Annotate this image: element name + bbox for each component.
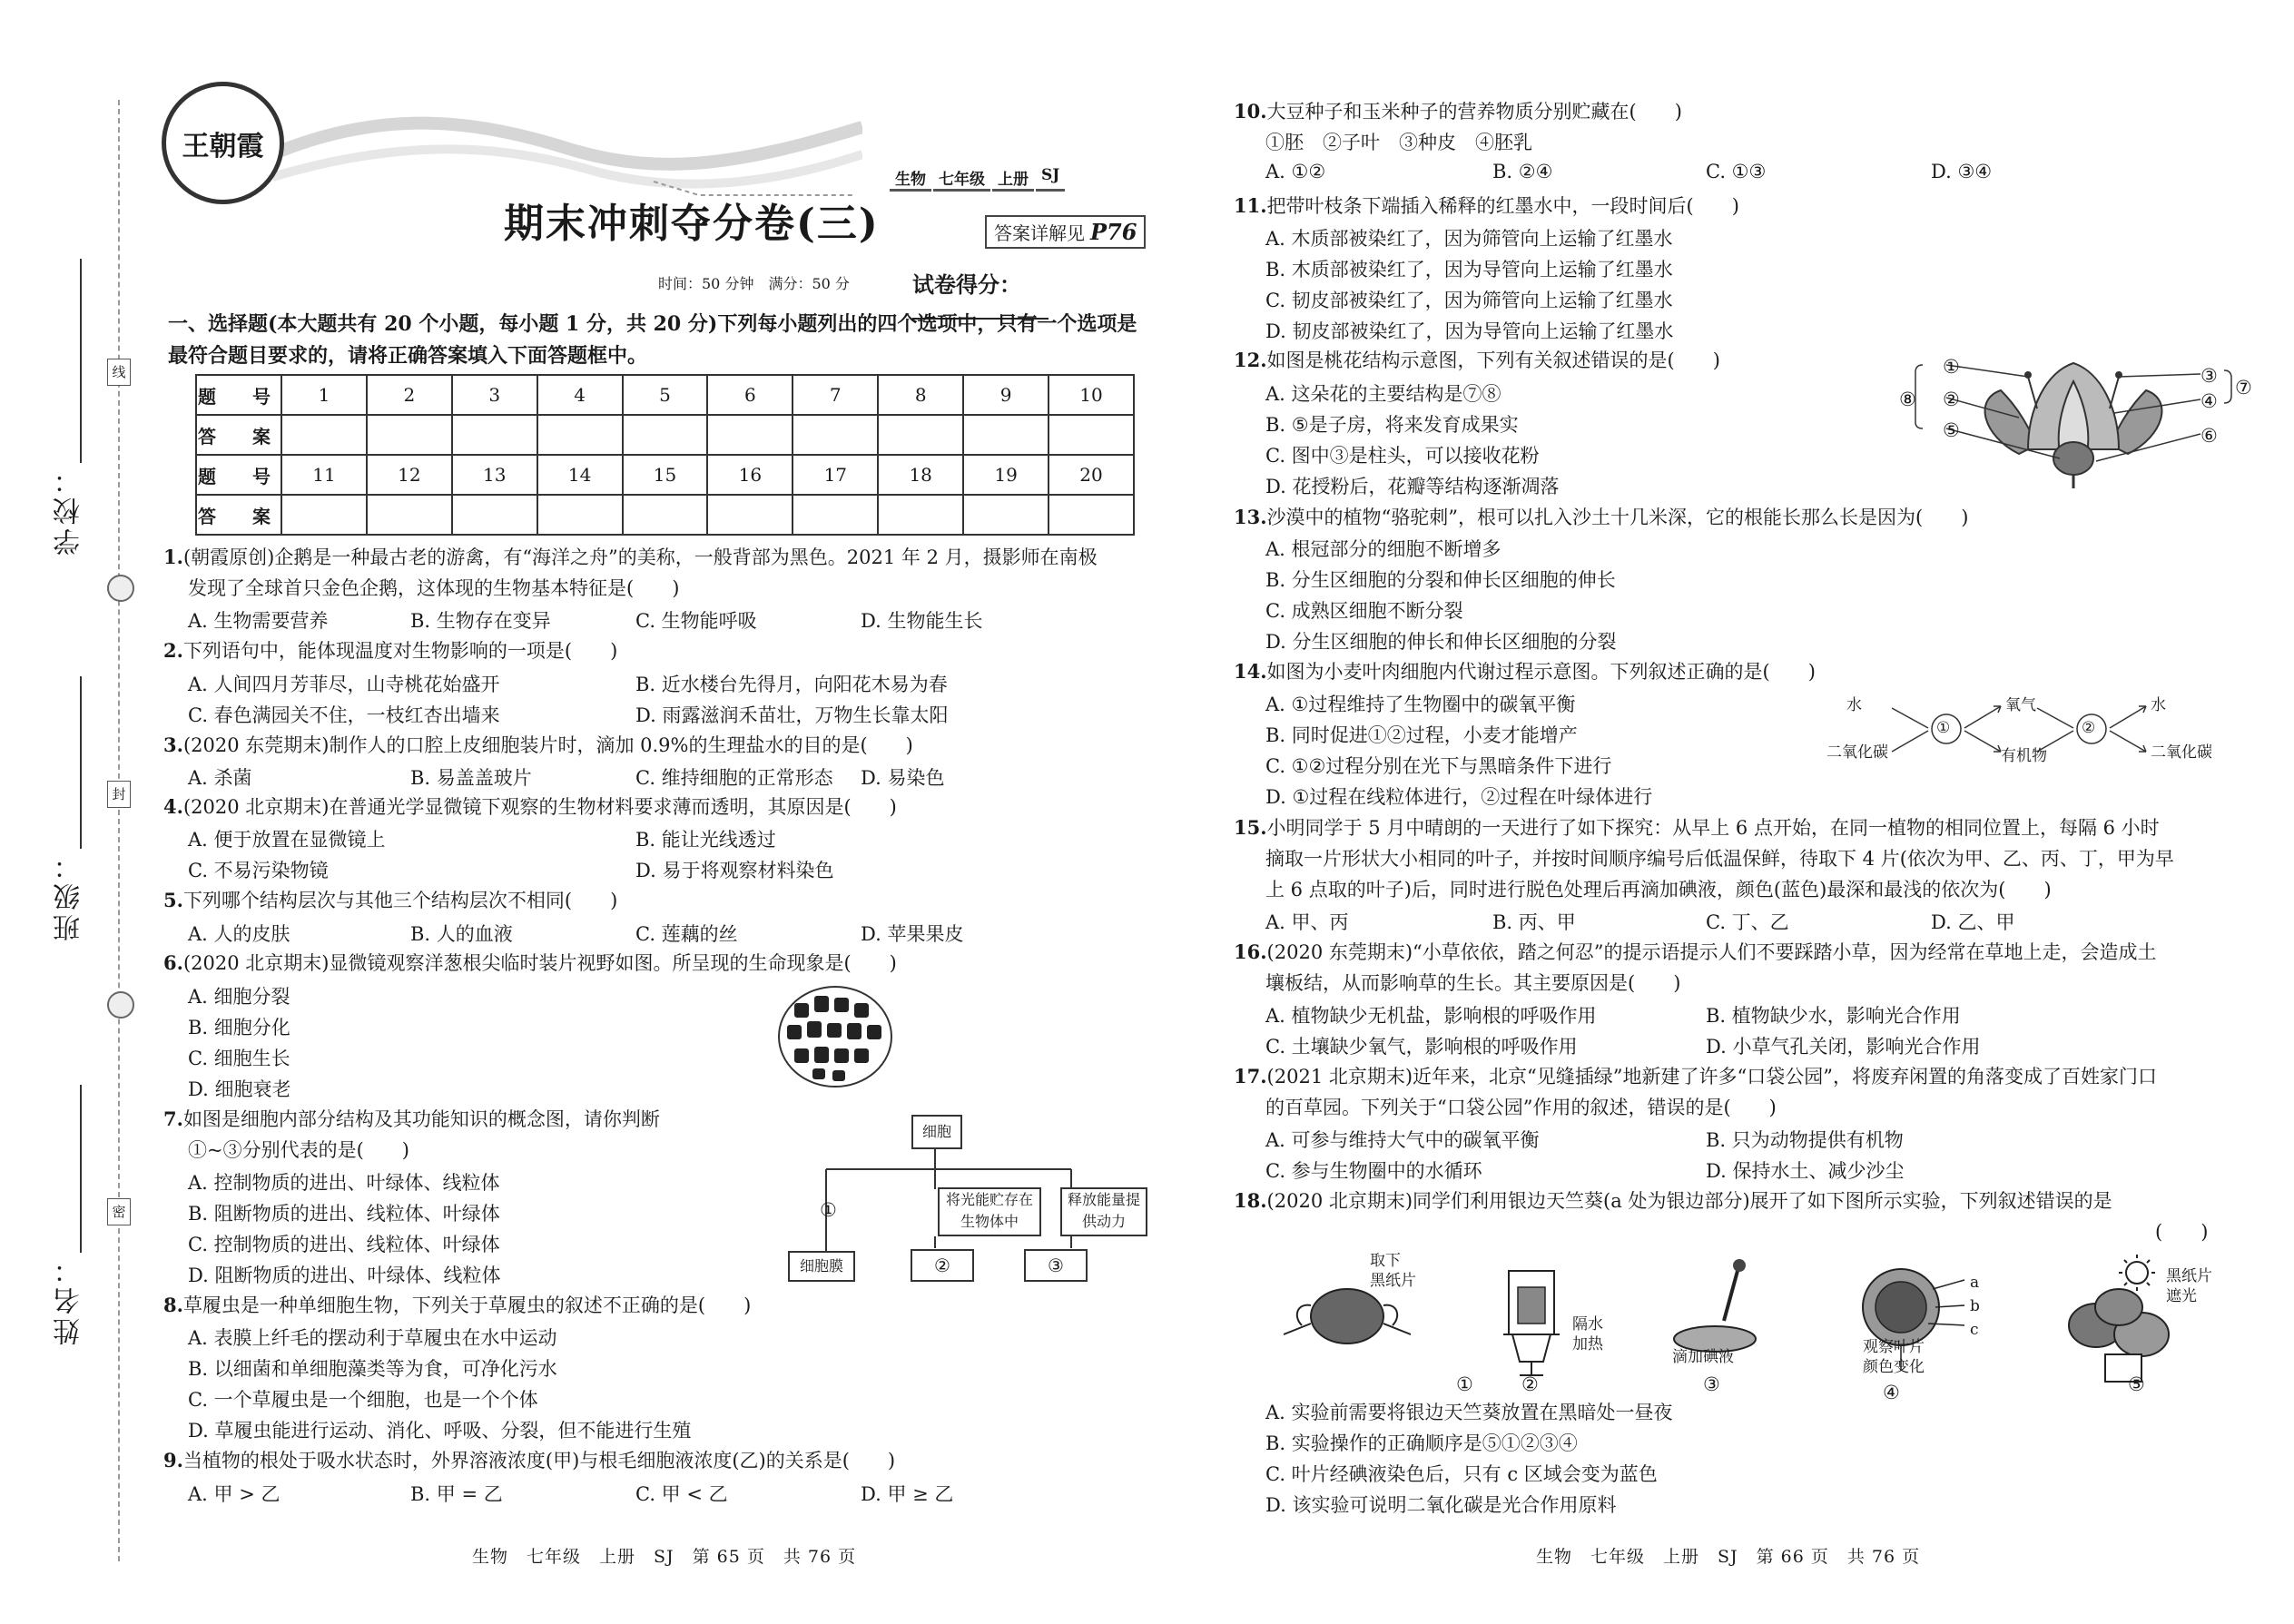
answer-cell[interactable]: [1049, 415, 1134, 455]
table-row: [196, 455, 1134, 495]
subject-tag: 上册: [992, 166, 1034, 192]
option-a[interactable]: A. 人间四月芳菲尽，山寺桃花始盛开: [188, 674, 500, 695]
option-a[interactable]: A. 杀菌: [188, 767, 252, 789]
flower-label-2: ②: [1943, 389, 1960, 410]
section-1-instructions: 一、选择题(本大题共有 20 个小题，每小题 1 分，共 20 分)下列每小题列出的四个选项中，只有一个选项是最符合题目要求的，请将正确答案填入下面答题框中。: [168, 312, 1137, 368]
brand-logo-text: 王朝霞: [182, 130, 264, 162]
option-b[interactable]: B. 以细菌和单细胞藻类等为食，可净化污水: [188, 1358, 557, 1380]
seal-mark-secret: 密: [107, 1198, 131, 1225]
concept-node-cell-membrane: 细胞膜: [788, 1251, 855, 1282]
concept-node-mitochondria-function: 释放能量提供动力: [1060, 1187, 1147, 1236]
option-c[interactable]: C. 丁、乙: [1706, 911, 1789, 933]
answer-cell[interactable]: [367, 415, 452, 455]
question-text: 摘取一片形状大小相同的叶子，并按时间顺序编号后低温保鲜，待取下 4 片(依次为甲、乙、丙、丁，甲为早: [1265, 848, 2174, 870]
answer-cell[interactable]: [707, 415, 793, 455]
question-17: [1234, 1061, 2157, 1092]
question-number-cell: 3: [452, 375, 537, 415]
answer-cell[interactable]: [963, 495, 1049, 535]
option-c[interactable]: C. 莲藕的丝: [635, 923, 738, 945]
step2-note-line1: 隔水: [1572, 1315, 1603, 1334]
question-13: [1234, 502, 1968, 533]
question-number: 8.: [163, 1294, 183, 1316]
class-input-line[interactable]: [80, 676, 82, 849]
question-text: 下列哪个结构层次与其他三个结构层次不相同( ): [182, 890, 618, 911]
question-number: 13.: [1234, 506, 1267, 528]
concept-node-2: ②: [911, 1249, 974, 1282]
question-7: [163, 1104, 660, 1135]
answer-cell[interactable]: [623, 495, 708, 535]
question-9: [163, 1445, 895, 1476]
question-text: (2020 东莞期末)“小草依依，踏之何忍”的提示语提示人们不要踩踏小草，因为经常在草地上走，会造成土: [1266, 941, 2157, 963]
flower-label-8: ⑧: [1899, 389, 1916, 410]
question-number-cell: 17: [793, 455, 878, 495]
question-10: [1234, 96, 1682, 127]
option-d[interactable]: D. 保持水土、减少沙尘: [1706, 1160, 1905, 1182]
question-number-cell: 2: [367, 375, 452, 415]
question-text: (2020 北京期末)在普通光学显微镜下观察的生物材料要求薄而透明，其原因是( ): [182, 796, 897, 818]
question-number-cell: 11: [281, 455, 367, 495]
option-c[interactable]: C. 生物能呼吸: [635, 610, 757, 632]
option-d[interactable]: D. 易染色: [861, 767, 945, 789]
option-d[interactable]: D. 乙、甲: [1931, 911, 2015, 933]
flower-label-5: ⑤: [1943, 419, 1960, 441]
brand-logo: [162, 82, 284, 204]
question-number: 14.: [1234, 660, 1267, 683]
option-b[interactable]: B. 细胞分化: [188, 1017, 290, 1038]
class-label: 班级：: [54, 849, 85, 941]
metabolism-co2-out: 二氧化碳: [2151, 743, 2212, 762]
question-16: [1234, 937, 2157, 968]
table-row: [196, 495, 1134, 535]
option-d[interactable]: D. 花授粉后，花瓣等结构逐渐凋落: [1265, 476, 1560, 497]
question-number-cell: 14: [537, 455, 623, 495]
question-15: [1234, 812, 2160, 843]
question-text: (2020 北京期末)显微镜观察洋葱根尖临时装片视野如图。所呈现的生命现象是( ): [182, 952, 897, 974]
question-6: [163, 948, 897, 979]
subject-tag: 生物: [890, 166, 931, 192]
question-number: 7.: [163, 1107, 183, 1130]
option-c[interactable]: C. 甲 < 乙: [635, 1483, 728, 1505]
leaf-region-c: c: [1970, 1321, 1979, 1339]
question-text: 如图为小麦叶肉细胞内代谢过程示意图。下列叙述正确的是( ): [1266, 661, 1816, 683]
question-text: (朝霞原创)企鹅是一种最古老的游禽，有“海洋之舟”的美称，一般背部为黑色。2021 年 2 月，摄影师在南极: [182, 546, 1098, 568]
option-d[interactable]: D. 细胞衰老: [188, 1078, 291, 1100]
option-b[interactable]: B. 近水楼台先得月，向阳花木易为春: [635, 674, 948, 695]
step2-note-line2: 加热: [1572, 1335, 1603, 1353]
step4-note: [1863, 1337, 1925, 1377]
metabolism-oxygen: 氧气: [2005, 696, 2036, 714]
question-number-cell: 8: [878, 375, 963, 415]
option-d[interactable]: D. 易于将观察材料染色: [635, 860, 834, 881]
option-b[interactable]: B. 植物缺少水，影响光合作用: [1706, 1005, 1961, 1027]
question-text: 小明同学于 5 月中晴朗的一天进行了如下探究：从早上 6 点开始，在同一植物的相同位置上，每隔 6 小时: [1266, 817, 2160, 839]
option-b[interactable]: B. 甲 = 乙: [410, 1483, 503, 1505]
question-text: 壤板结，从而影响草的生长。其主要原因是( ): [1265, 972, 1681, 994]
option-d[interactable]: D. ③④: [1931, 161, 1993, 182]
option-b[interactable]: B. 能让光线透过: [635, 829, 776, 851]
question-number-cell: 6: [707, 375, 793, 415]
option-c[interactable]: C. 维持细胞的正常形态: [635, 767, 833, 789]
option-a[interactable]: A. 甲 > 乙: [188, 1483, 281, 1505]
question-number: 1.: [163, 546, 183, 568]
page-footer: 生物 七年级 上册 SJ 第 66 页 共 76 页: [1536, 1547, 1921, 1567]
question-number: 10.: [1234, 100, 1267, 123]
subject-tag: SJ: [1036, 166, 1065, 192]
metabolism-water-out: 水: [2151, 696, 2166, 714]
option-c[interactable]: C. 不易污染物镜: [188, 860, 329, 881]
binding-strip: [0, 0, 136, 1624]
question-2: [163, 635, 617, 666]
question-text: 发现了全球首只金色企鹅，这体现的生物基本特征是( ): [188, 577, 680, 599]
question-number: 9.: [163, 1449, 183, 1471]
answer-cell[interactable]: [963, 415, 1049, 455]
step3-note: 滴加碘液: [1672, 1348, 1734, 1366]
option-b[interactable]: B. 易盖盖玻片: [410, 767, 532, 789]
answer-reference-label: 答案详解见: [994, 222, 1085, 244]
answer-reference: [985, 215, 1146, 249]
option-b[interactable]: B. 分生区细胞的分裂和伸长区细胞的伸长: [1265, 569, 1616, 591]
option-a[interactable]: A. ①②: [1265, 161, 1326, 182]
option-a[interactable]: A. 便于放置在显微镜上: [188, 829, 386, 851]
question-number: 2.: [163, 639, 183, 662]
option-a[interactable]: A. 这朵花的主要结构是⑦⑧: [1265, 383, 1501, 405]
step5-note-line2: 遮光: [2166, 1287, 2197, 1305]
step1-note-line2: 黑纸片: [1370, 1272, 1416, 1290]
option-b[interactable]: B. 木质部被染红了，因为导管向上运输了红墨水: [1265, 259, 1673, 281]
answer-table: [195, 374, 1135, 536]
concept-node-3: ③: [1024, 1249, 1088, 1282]
option-c[interactable]: C. 控制物质的进出、线粒体、叶绿体: [188, 1234, 500, 1255]
flower-label-4: ④: [2200, 390, 2218, 412]
metabolism-process-1: ①: [1936, 719, 1951, 737]
binding-dashed-line: [118, 100, 120, 1561]
answer-paren: ( ): [2155, 1221, 2209, 1243]
metabolism-co2-in: 二氧化碳: [1826, 743, 1888, 762]
page-title: 期末冲刺夺分卷(三): [504, 201, 880, 247]
step1-note-line1: 取下: [1370, 1252, 1401, 1270]
question-number: 5.: [163, 889, 183, 911]
step5-note: [2166, 1266, 2212, 1306]
option-a[interactable]: A. 木质部被染红了，因为筛管向上运输了红墨水: [1265, 228, 1673, 250]
subject-tags: [890, 166, 1065, 192]
question-text: 沙漠中的植物“骆驼刺”，根可以扎入沙土十几米深，它的根能长那么长是因为( ): [1266, 507, 1969, 528]
metabolism-process-2: ②: [2082, 719, 2096, 737]
option-d[interactable]: D. 该实验可说明二氧化碳是光合作用原料: [1265, 1494, 1617, 1516]
question-number-cell: 7: [793, 375, 878, 415]
question-text: 下列语句中，能体现温度对生物影响的一项是( ): [182, 640, 618, 662]
flower-label-3: ③: [2200, 365, 2218, 387]
flower-label-1: ①: [1943, 356, 1960, 378]
answer-cell[interactable]: [878, 495, 963, 535]
metabolism-water-in: 水: [1846, 696, 1862, 714]
answer-cell[interactable]: [367, 495, 452, 535]
question-text: 如图是桃花结构示意图，下列有关叙述错误的是( ): [1266, 349, 1720, 371]
option-d[interactable]: D. 韧皮部被染红了，因为导管向上运输了红墨水: [1265, 320, 1674, 342]
question-number: 15.: [1234, 816, 1267, 839]
question-text: 大豆种子和玉米种子的营养物质分别贮藏在( ): [1266, 101, 1682, 123]
option-b[interactable]: B. 只为动物提供有机物: [1706, 1129, 1904, 1151]
step-number-1: ①: [1456, 1373, 1473, 1395]
answer-cell[interactable]: [281, 495, 367, 535]
name-input-line[interactable]: [80, 1085, 82, 1253]
option-d[interactable]: D. 生物能生长: [861, 610, 983, 632]
question-number: 11.: [1234, 194, 1267, 217]
question-text: 的百草园。下列关于“口袋公园”作用的叙述，错误的是( ): [1265, 1097, 1777, 1118]
step5-note-line1: 黑纸片: [2166, 1267, 2212, 1285]
answer-cell[interactable]: [878, 415, 963, 455]
option-c[interactable]: C. 一个草履虫是一个细胞，也是一个个体: [188, 1389, 538, 1411]
question-number: 3.: [163, 733, 183, 756]
option-c[interactable]: C. 参与生物圈中的水循环: [1265, 1160, 1482, 1182]
option-b[interactable]: B. 实验操作的正确顺序是⑤①②③④: [1265, 1432, 1578, 1454]
option-a[interactable]: A. ①过程维持了生物圈中的碳氧平衡: [1265, 694, 1576, 715]
question-11: [1234, 191, 1739, 221]
question-number-cell: 1: [281, 375, 367, 415]
question-number-cell: 15: [623, 455, 708, 495]
answer-cell[interactable]: [452, 415, 537, 455]
metabolism-organic: 有机物: [2001, 747, 2047, 765]
seal-mark-line: 线: [107, 359, 131, 386]
option-d[interactable]: D. 分生区细胞的伸长和伸长区细胞的分裂: [1265, 631, 1617, 653]
option-a[interactable]: A. 甲、丙: [1265, 911, 1349, 933]
table-row-label: 题 号: [196, 455, 281, 495]
option-b[interactable]: B. 丙、甲: [1492, 911, 1576, 933]
step-number-3: ③: [1703, 1373, 1720, 1395]
table-row-label: 答 案: [196, 495, 281, 535]
option-c[interactable]: C. 叶片经碘液染色后，只有 c 区域会变为蓝色: [1265, 1463, 1658, 1485]
answer-cell[interactable]: [281, 415, 367, 455]
page-footer: 生物 七年级 上册 SJ 第 65 页 共 76 页: [472, 1547, 857, 1567]
concept-label-1: ①: [820, 1199, 837, 1221]
onion-root-cells-figure: [776, 985, 894, 1089]
option-d[interactable]: D. 甲 ≥ 乙: [861, 1483, 954, 1505]
option-d[interactable]: D. 阻断物质的进出、叶绿体、线粒体: [188, 1265, 501, 1286]
answer-cell[interactable]: [452, 495, 537, 535]
answer-cell[interactable]: [623, 415, 708, 455]
time-info: 时间：50 分钟 满分：50 分: [658, 275, 850, 292]
answer-cell[interactable]: [793, 415, 878, 455]
option-b[interactable]: B. 阻断物质的进出、线粒体、叶绿体: [188, 1203, 500, 1225]
table-row: [196, 375, 1134, 415]
score-label: 试卷得分：: [912, 271, 1021, 298]
question-14: [1234, 656, 1816, 687]
subject-tag: 七年级: [933, 166, 990, 192]
question-text: (2020 北京期末)同学们利用银边天竺葵(a 处为银边部分)展开了如下图所示实验，下列叙述错误的是: [1266, 1190, 2112, 1212]
question-text: 如图是细胞内部分结构及其功能知识的概念图，请你判断: [182, 1108, 660, 1130]
option-a[interactable]: A. 控制物质的进出、叶绿体、线粒体: [188, 1172, 500, 1194]
question-number: 12.: [1234, 349, 1267, 371]
option-a[interactable]: A. 植物缺少无机盐，影响根的呼吸作用: [1265, 1005, 1597, 1027]
concept-node-chloroplast-function: 将光能贮存在生物体中: [938, 1187, 1041, 1236]
step4-note-line2: 颜色变化: [1863, 1358, 1925, 1376]
binding-hole-icon: [107, 575, 134, 602]
answer-cell[interactable]: [537, 495, 623, 535]
option-b[interactable]: B. ②④: [1492, 161, 1553, 182]
option-a[interactable]: A. 根冠部分的细胞不断增多: [1265, 538, 1501, 560]
question-number: 18.: [1234, 1189, 1267, 1212]
school-input-line[interactable]: [80, 259, 82, 463]
step4-note-line1: 观察叶片: [1863, 1338, 1925, 1356]
concept-node-cell: 细胞: [911, 1115, 962, 1149]
question-number-cell: 16: [707, 455, 793, 495]
option-d[interactable]: D. 雨露滋润禾苗壮，万物生长靠太阳: [635, 704, 949, 726]
question-4: [163, 792, 897, 822]
option-d[interactable]: D. 草履虫能进行运动、消化、呼吸、分裂，但不能进行生殖: [188, 1420, 692, 1442]
answer-cell[interactable]: [1049, 495, 1134, 535]
option-d[interactable]: D. 苹果果皮: [861, 923, 964, 945]
question-number-cell: 20: [1049, 455, 1134, 495]
flower-label-7: ⑦: [2235, 377, 2252, 399]
option-c[interactable]: C. ①②过程分别在光下与黑暗条件下进行: [1265, 755, 1612, 777]
step-number-5: ⑤: [2128, 1373, 2145, 1395]
table-row-label: 答 案: [196, 415, 281, 455]
answer-cell[interactable]: [793, 495, 878, 535]
question-number-cell: 12: [367, 455, 452, 495]
question-text: (2021 北京期末)近年来，北京“见缝插绿”地新建了许多“口袋公园”，将废弃闲置的角落变成了百姓家门口: [1266, 1066, 2157, 1088]
option-a[interactable]: A. 表膜上纤毛的摆动利于草履虫在水中运动: [188, 1327, 557, 1349]
question-12: [1234, 345, 1720, 376]
question-number: 4.: [163, 795, 183, 818]
question-number-cell: 10: [1049, 375, 1134, 415]
header-ribbon-decoration: [272, 100, 862, 200]
right-page: [1147, 0, 2294, 1624]
option-d[interactable]: D. 小草气孔关闭，影响光合作用: [1706, 1036, 1981, 1058]
question-text: 草履虫是一种单细胞生物，下列关于草履虫的叙述不正确的是( ): [182, 1294, 752, 1316]
option-b[interactable]: B. 生物存在变异: [410, 610, 551, 632]
question-text: (2020 东莞期末)制作人的口腔上皮细胞装片时，滴加 0.9%的生理盐水的目的是( ): [182, 734, 913, 756]
question-text: 当植物的根处于吸水状态时，外界溶液浓度(甲)与根毛细胞液浓度(乙)的关系是( ): [182, 1450, 896, 1471]
seal-mark-seal: 封: [107, 781, 131, 808]
table-row: [196, 415, 1134, 455]
question-number-cell: 13: [452, 455, 537, 495]
answer-cell[interactable]: [707, 495, 793, 535]
step-number-4: ④: [1883, 1382, 1900, 1403]
option-a[interactable]: A. 实验前需要将银边天竺葵放置在黑暗处一昼夜: [1265, 1402, 1673, 1423]
flower-label-6: ⑥: [2200, 425, 2218, 447]
option-d[interactable]: D. ①过程在线粒体进行，②过程在叶绿体进行: [1265, 786, 1653, 808]
option-c[interactable]: C. 细胞生长: [188, 1048, 290, 1069]
option-b[interactable]: B. 同时促进①②过程，小麦才能增产: [1265, 724, 1578, 746]
question-number-cell: 18: [878, 455, 963, 495]
option-c[interactable]: C. 成熟区细胞不断分裂: [1265, 600, 1463, 622]
question-number-cell: 9: [963, 375, 1049, 415]
question-number: 17.: [1234, 1065, 1267, 1088]
option-c[interactable]: C. ①③: [1706, 161, 1767, 182]
option-c[interactable]: C. 图中③是柱头，可以接收花粉: [1265, 445, 1540, 467]
question-18: [1234, 1186, 2112, 1216]
question-text: 上 6 点取的叶子)后，同时进行脱色处理后再滴加碘液，颜色(蓝色)最深和最浅的依次为( ): [1265, 879, 2052, 901]
question-text: ①胚 ②子叶 ③种皮 ④胚乳: [1265, 132, 1532, 153]
leaf-region-a: a: [1970, 1274, 1980, 1292]
question-3: [163, 730, 913, 761]
question-number-cell: 4: [537, 375, 623, 415]
question-number: 16.: [1234, 940, 1267, 963]
leaf-region-b: b: [1970, 1297, 1980, 1315]
question-1: [163, 542, 1098, 573]
option-b[interactable]: B. ⑤是子房，将来发育成果实: [1265, 414, 1519, 436]
step2-note: [1572, 1314, 1603, 1354]
step-number-2: ②: [1521, 1373, 1539, 1395]
question-number-cell: 19: [963, 455, 1049, 495]
option-c[interactable]: C. 韧皮部被染红了，因为筛管向上运输了红墨水: [1265, 290, 1673, 311]
option-a[interactable]: A. 细胞分裂: [188, 986, 290, 1008]
option-a[interactable]: A. 人的皮肤: [188, 923, 290, 945]
option-a[interactable]: A. 可参与维持大气中的碳氧平衡: [1265, 1129, 1540, 1151]
option-b[interactable]: B. 人的血液: [410, 923, 513, 945]
answer-reference-page: P76: [1090, 219, 1137, 245]
question-text: 把带叶枝条下端插入稀释的红墨水中，一段时间后( ): [1266, 195, 1739, 217]
answer-cell[interactable]: [537, 415, 623, 455]
option-c[interactable]: C. 春色满园关不住，一枝红杏出墙来: [188, 704, 500, 726]
question-number-cell: 5: [623, 375, 708, 415]
question-number: 6.: [163, 951, 183, 974]
option-a[interactable]: A. 生物需要营养: [188, 610, 329, 632]
step1-note: [1370, 1251, 1416, 1291]
school-label: 学校：: [54, 463, 85, 556]
question-text: ①~③分别代表的是( ): [188, 1139, 409, 1161]
question-5: [163, 885, 617, 916]
table-row-label: 题 号: [196, 375, 281, 415]
binding-hole-icon: [107, 991, 134, 1019]
question-8: [163, 1290, 751, 1321]
option-c[interactable]: C. 土壤缺少氧气，影响根的呼吸作用: [1265, 1036, 1578, 1058]
name-label: 姓名：: [54, 1253, 85, 1345]
